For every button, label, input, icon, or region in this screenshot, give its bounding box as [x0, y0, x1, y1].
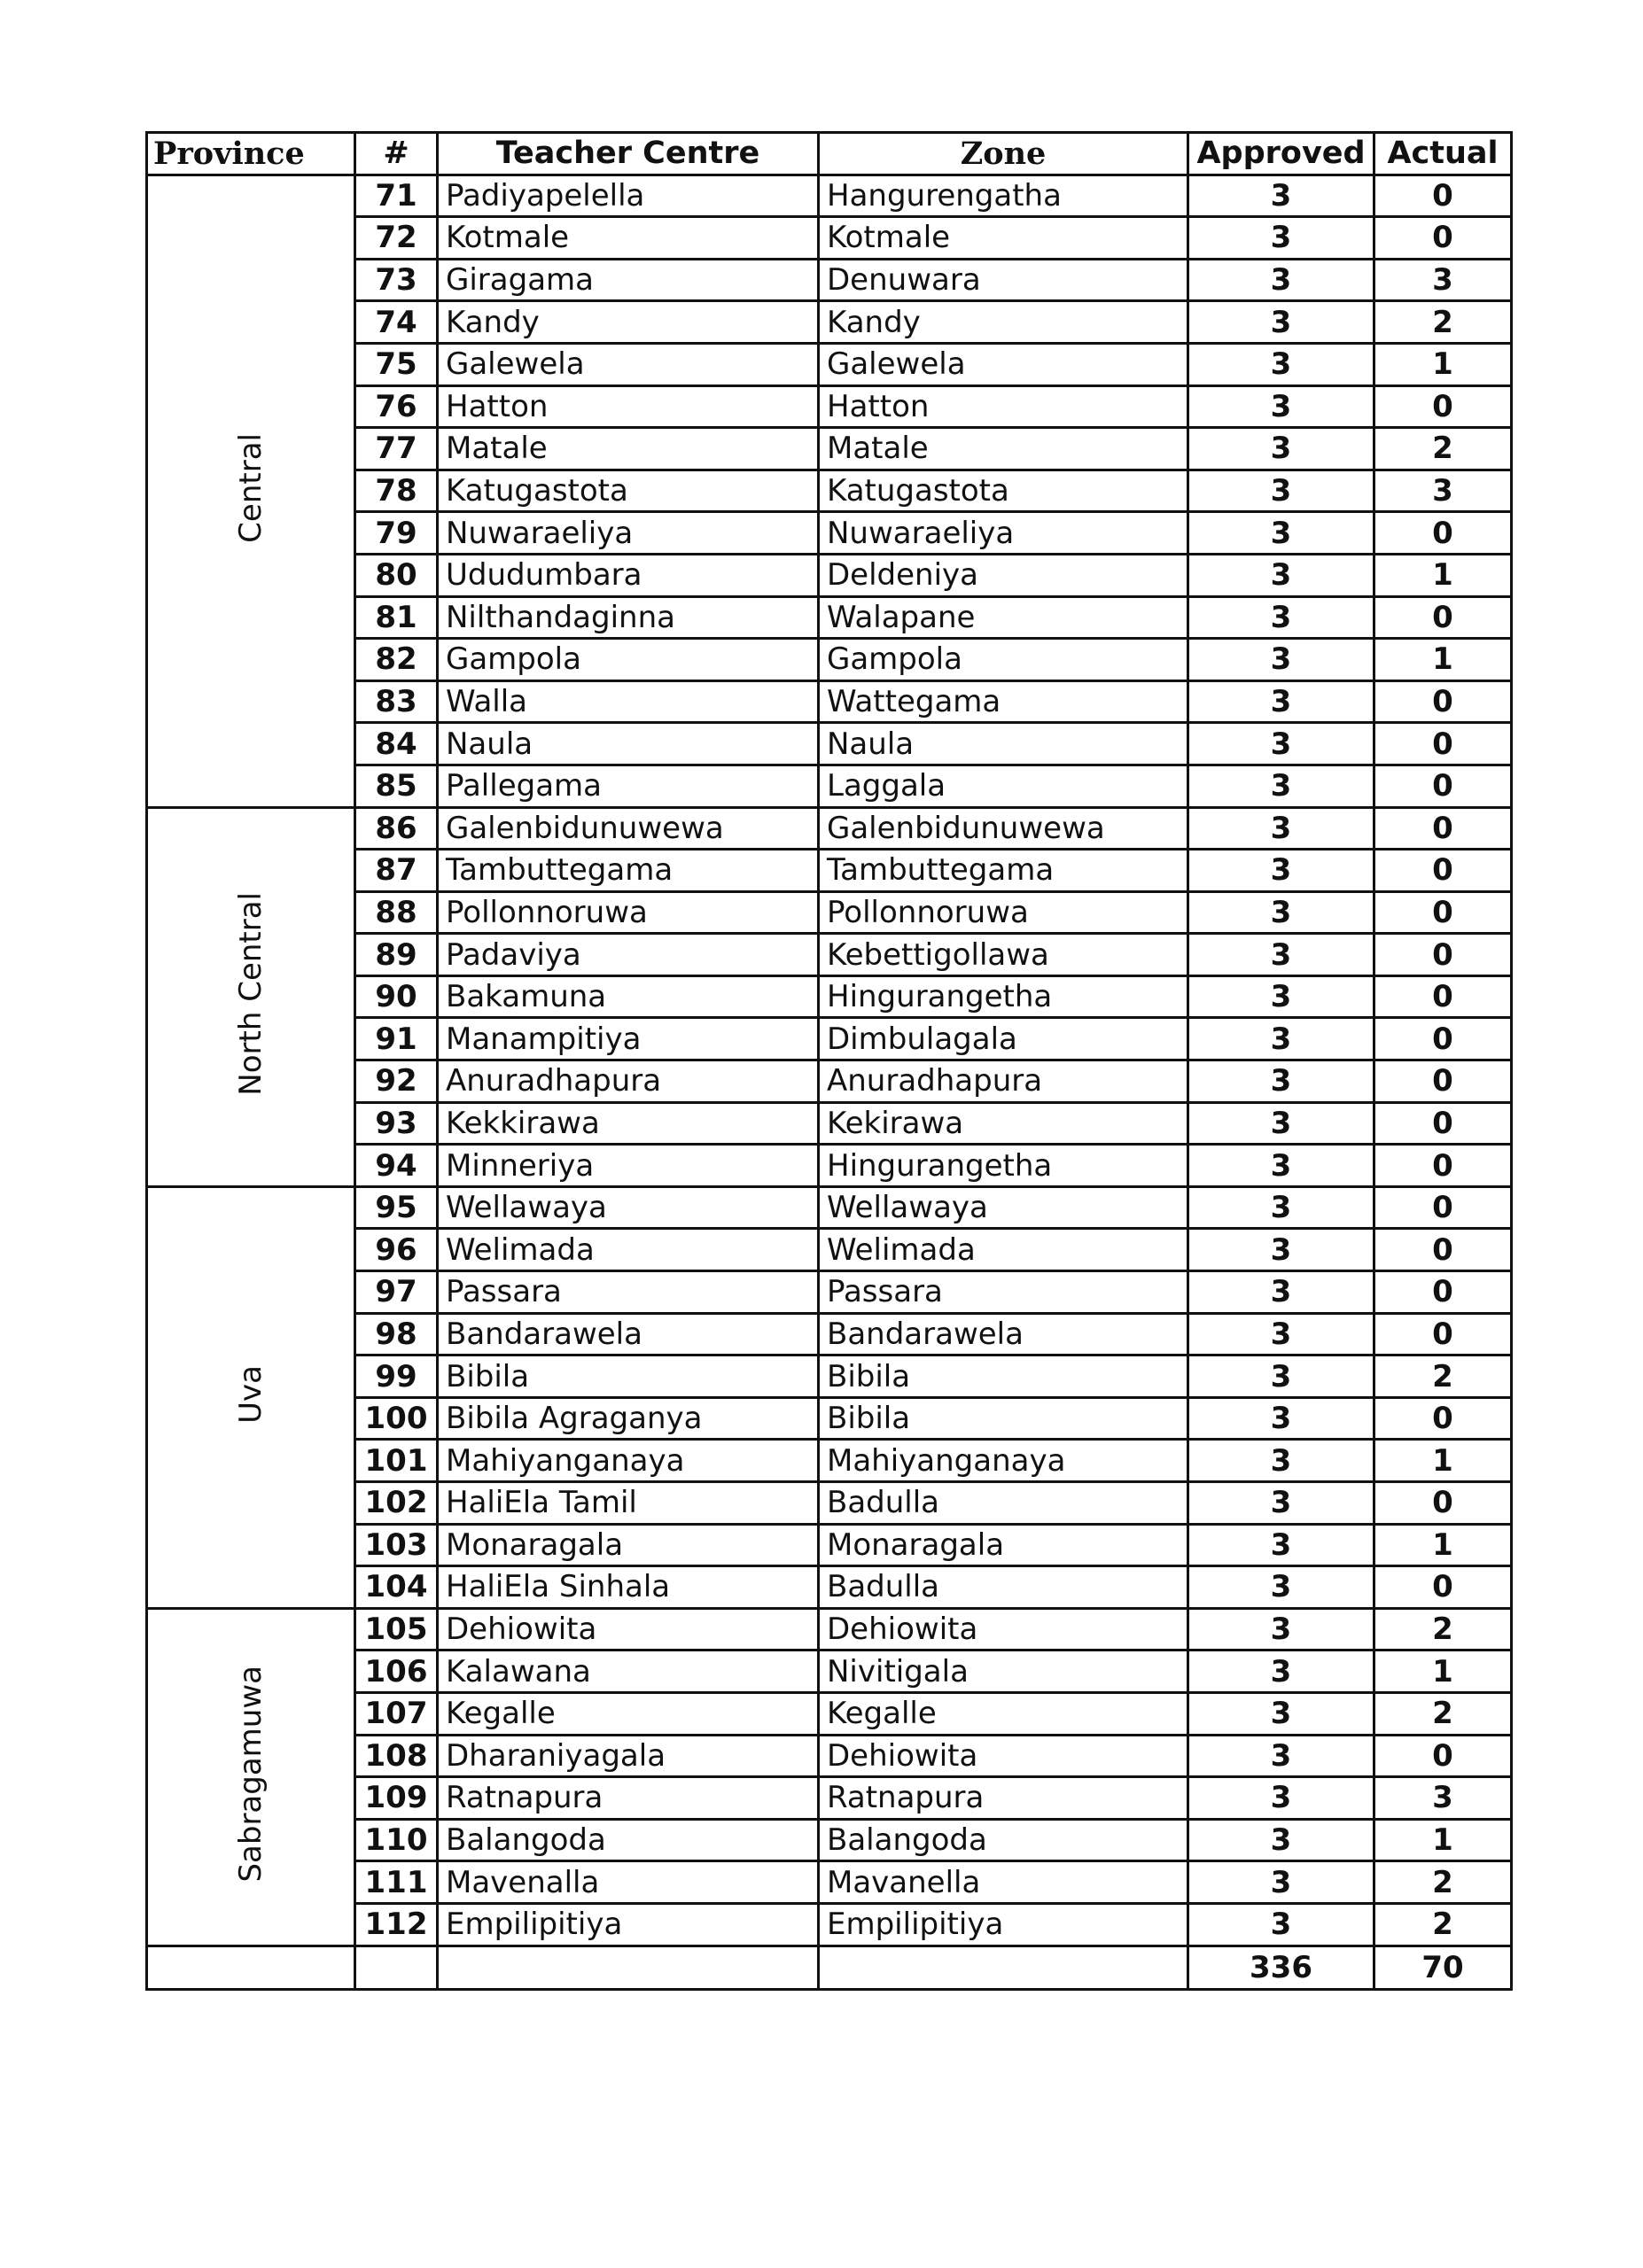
approved-cell: 3	[1188, 680, 1374, 723]
table-row	[147, 1186, 1512, 1229]
actual-cell: 0	[1374, 850, 1512, 892]
approved-cell: 3	[1188, 1271, 1374, 1314]
teacher-centre-cell: Pallegama	[438, 765, 819, 807]
row-number: 107	[355, 1692, 438, 1735]
approved-cell: 3	[1188, 470, 1374, 512]
zone-cell: Kandy	[819, 301, 1188, 344]
teacher-centre-cell: Ududumbara	[438, 554, 819, 596]
actual-cell: 1	[1374, 554, 1512, 596]
actual-cell: 0	[1374, 512, 1512, 555]
zone-cell: Badulla	[819, 1566, 1188, 1609]
row-number: 97	[355, 1271, 438, 1314]
zone-cell: Hangurengatha	[819, 175, 1188, 217]
actual-cell: 0	[1374, 891, 1512, 934]
zone-cell: Hingurangetha	[819, 1145, 1188, 1187]
teacher-centre-cell: Giragama	[438, 259, 819, 301]
approved-cell: 3	[1188, 765, 1374, 807]
row-number: 103	[355, 1524, 438, 1566]
approved-cell: 3	[1188, 301, 1374, 344]
actual-cell: 2	[1374, 1608, 1512, 1651]
zone-cell: Bibila	[819, 1355, 1188, 1398]
actual-cell: 2	[1374, 1861, 1512, 1904]
teacher-centre-cell: Bibila	[438, 1355, 819, 1398]
actual-cell: 0	[1374, 1145, 1512, 1187]
approved-cell: 3	[1188, 807, 1374, 850]
approved-cell: 3	[1188, 1186, 1374, 1229]
approved-cell: 3	[1188, 1524, 1374, 1566]
approved-cell: 3	[1188, 639, 1374, 681]
actual-cell: 0	[1374, 217, 1512, 260]
table-row	[147, 1608, 1512, 1651]
teacher-centre-cell: Manampitiya	[438, 1018, 819, 1060]
approved-total: 336	[1188, 1946, 1374, 1989]
actual-cell: 0	[1374, 1735, 1512, 1777]
zone-cell: Dehiowita	[819, 1735, 1188, 1777]
zone-header: Zone	[819, 133, 1188, 175]
teacher-centre-cell: Katugastota	[438, 470, 819, 512]
row-number: 100	[355, 1397, 438, 1440]
row-number: 109	[355, 1777, 438, 1820]
teacher-centre-cell: Minneriya	[438, 1145, 819, 1187]
zone-cell: Balangoda	[819, 1819, 1188, 1861]
totals-empty-cell	[819, 1946, 1188, 1989]
province-cell	[147, 807, 355, 1186]
approved-cell: 3	[1188, 1861, 1374, 1904]
actual-cell: 0	[1374, 1060, 1512, 1103]
province-header: Province	[147, 133, 355, 175]
zone-cell: Empilipitiya	[819, 1903, 1188, 1946]
teacher-centre-cell: Wellawaya	[438, 1186, 819, 1229]
approved-cell: 3	[1188, 1355, 1374, 1398]
approved-cell: 3	[1188, 343, 1374, 385]
actual-cell: 0	[1374, 596, 1512, 639]
table-body	[147, 175, 1512, 1946]
approved-cell: 3	[1188, 1397, 1374, 1440]
zone-cell: Monaragala	[819, 1524, 1188, 1566]
approved-cell: 3	[1188, 554, 1374, 596]
row-number: 90	[355, 975, 438, 1018]
zone-cell: Hingurangetha	[819, 975, 1188, 1018]
approved-cell: 3	[1188, 1018, 1374, 1060]
approved-cell: 3	[1188, 385, 1374, 428]
approved-cell: 3	[1188, 1566, 1374, 1609]
actual-cell: 0	[1374, 1566, 1512, 1609]
actual-cell: 2	[1374, 1692, 1512, 1735]
zone-cell: Hatton	[819, 385, 1188, 428]
approved-cell: 3	[1188, 596, 1374, 639]
zone-cell: Bibila	[819, 1397, 1188, 1440]
zone-cell: Wellawaya	[819, 1186, 1188, 1229]
zone-cell: Naula	[819, 723, 1188, 765]
row-number: 83	[355, 680, 438, 723]
teacher-centre-cell: Pollonnoruwa	[438, 891, 819, 934]
approved-cell: 3	[1188, 1735, 1374, 1777]
actual-cell: 0	[1374, 975, 1512, 1018]
teacher-centre-cell: Kalawana	[438, 1651, 819, 1693]
zone-cell: Anuradhapura	[819, 1060, 1188, 1103]
teacher-centre-cell: Ratnapura	[438, 1777, 819, 1820]
actual-header: Actual	[1374, 133, 1512, 175]
province-label: Central	[233, 433, 269, 543]
zone-cell: Bandarawela	[819, 1313, 1188, 1355]
row-number: 93	[355, 1102, 438, 1145]
approved-cell: 3	[1188, 850, 1374, 892]
teacher-centre-cell: Nuwaraeliya	[438, 512, 819, 555]
province-label: North Central	[233, 892, 269, 1097]
row-number: 72	[355, 217, 438, 260]
row-number: 82	[355, 639, 438, 681]
approved-cell: 3	[1188, 1692, 1374, 1735]
teacher-centre-cell: Galewela	[438, 343, 819, 385]
row-number: 85	[355, 765, 438, 807]
row-number: 79	[355, 512, 438, 555]
actual-cell: 0	[1374, 765, 1512, 807]
zone-cell: Welimada	[819, 1229, 1188, 1271]
teacher-centre-cell: Matale	[438, 428, 819, 470]
zone-cell: Wattegama	[819, 680, 1188, 723]
actual-cell: 1	[1374, 1440, 1512, 1482]
row-number: 111	[355, 1861, 438, 1904]
zone-cell: Kegalle	[819, 1692, 1188, 1735]
teacher-centre-cell: Dehiowita	[438, 1608, 819, 1651]
zone-cell: Galewela	[819, 343, 1188, 385]
teacher-centre-cell: Mavenalla	[438, 1861, 819, 1904]
zone-cell: Dimbulagala	[819, 1018, 1188, 1060]
actual-total: 70	[1374, 1946, 1512, 1989]
zone-cell: Matale	[819, 428, 1188, 470]
actual-cell: 1	[1374, 1819, 1512, 1861]
teacher-centre-cell: Empilipitiya	[438, 1903, 819, 1946]
teacher-centre-cell: Nilthandaginna	[438, 596, 819, 639]
teacher-centre-cell: Padaviya	[438, 934, 819, 976]
teacher-centre-cell: Monaragala	[438, 1524, 819, 1566]
actual-cell: 2	[1374, 1903, 1512, 1946]
approved-cell: 3	[1188, 1903, 1374, 1946]
actual-cell: 3	[1374, 470, 1512, 512]
row-number: 88	[355, 891, 438, 934]
row-number: 78	[355, 470, 438, 512]
actual-cell: 1	[1374, 1524, 1512, 1566]
zone-cell: Tambuttegama	[819, 850, 1188, 892]
row-number: 98	[355, 1313, 438, 1355]
teacher-centre-cell: Naula	[438, 723, 819, 765]
actual-cell: 0	[1374, 385, 1512, 428]
zone-cell: Kekirawa	[819, 1102, 1188, 1145]
actual-cell: 0	[1374, 1018, 1512, 1060]
row-number: 73	[355, 259, 438, 301]
approved-cell: 3	[1188, 175, 1374, 217]
row-number: 104	[355, 1566, 438, 1609]
row-number: 94	[355, 1145, 438, 1187]
teacher-centre-cell: Walla	[438, 680, 819, 723]
actual-cell: 3	[1374, 259, 1512, 301]
approved-cell: 3	[1188, 723, 1374, 765]
teacher-centre-cell: Mahiyanganaya	[438, 1440, 819, 1482]
zone-cell: Nivitigala	[819, 1651, 1188, 1693]
row-number: 84	[355, 723, 438, 765]
actual-cell: 1	[1374, 639, 1512, 681]
teacher-centre-cell: Dharaniyagala	[438, 1735, 819, 1777]
row-number: 74	[355, 301, 438, 344]
actual-cell: 0	[1374, 723, 1512, 765]
actual-cell: 0	[1374, 1271, 1512, 1314]
actual-cell: 1	[1374, 1651, 1512, 1693]
actual-cell: 0	[1374, 1397, 1512, 1440]
row-number: 96	[355, 1229, 438, 1271]
approved-cell: 3	[1188, 512, 1374, 555]
actual-cell: 0	[1374, 934, 1512, 976]
teacher-centre-cell: Kegalle	[438, 1692, 819, 1735]
actual-cell: 1	[1374, 343, 1512, 385]
approved-cell: 3	[1188, 1651, 1374, 1693]
teacher-centre-cell: Bandarawela	[438, 1313, 819, 1355]
teacher-centre-cell: HaliEla Tamil	[438, 1482, 819, 1525]
zone-cell: Dehiowita	[819, 1608, 1188, 1651]
approved-header: Approved	[1188, 133, 1374, 175]
approved-cell: 3	[1188, 934, 1374, 976]
teacher-centre-cell: Galenbidunuwewa	[438, 807, 819, 850]
approved-cell: 3	[1188, 1819, 1374, 1861]
teacher-centre-cell: Padiyapelella	[438, 175, 819, 217]
row-number: 110	[355, 1819, 438, 1861]
teacher-centre-cell: Tambuttegama	[438, 850, 819, 892]
row-number: 108	[355, 1735, 438, 1777]
teacher-centre-cell: Bibila Agraganya	[438, 1397, 819, 1440]
teacher-centre-header: Teacher Centre	[438, 133, 819, 175]
zone-cell: Passara	[819, 1271, 1188, 1314]
teacher-centre-cell: Bakamuna	[438, 975, 819, 1018]
approved-cell: 3	[1188, 1102, 1374, 1145]
actual-cell: 0	[1374, 175, 1512, 217]
zone-cell: Katugastota	[819, 470, 1188, 512]
table-row	[147, 807, 1512, 850]
teacher-centre-cell: Balangoda	[438, 1819, 819, 1861]
row-number: 89	[355, 934, 438, 976]
approved-cell: 3	[1188, 428, 1374, 470]
row-number: 106	[355, 1651, 438, 1693]
approved-cell: 3	[1188, 217, 1374, 260]
province-cell	[147, 1608, 355, 1946]
row-number: 80	[355, 554, 438, 596]
teacher-centre-cell: Hatton	[438, 385, 819, 428]
approved-cell: 3	[1188, 1777, 1374, 1820]
totals-empty-cell	[355, 1946, 438, 1989]
row-number: 81	[355, 596, 438, 639]
actual-cell: 0	[1374, 680, 1512, 723]
approved-cell: 3	[1188, 259, 1374, 301]
zone-cell: Mavanella	[819, 1861, 1188, 1904]
teacher-centre-table	[145, 131, 1513, 1991]
row-number: 86	[355, 807, 438, 850]
teacher-centre-cell: Kandy	[438, 301, 819, 344]
actual-cell: 0	[1374, 1482, 1512, 1525]
teacher-centre-document	[145, 131, 1510, 1991]
zone-cell: Denuwara	[819, 259, 1188, 301]
actual-cell: 3	[1374, 1777, 1512, 1820]
row-number: 101	[355, 1440, 438, 1482]
actual-cell: 0	[1374, 1102, 1512, 1145]
totals-empty-cell	[147, 1946, 355, 1989]
zone-cell: Kotmale	[819, 217, 1188, 260]
approved-cell: 3	[1188, 1440, 1374, 1482]
teacher-centre-cell: HaliEla Sinhala	[438, 1566, 819, 1609]
zone-cell: Deldeniya	[819, 554, 1188, 596]
approved-cell: 3	[1188, 1608, 1374, 1651]
header-row	[147, 133, 1512, 175]
province-cell	[147, 1186, 355, 1608]
teacher-centre-cell: Welimada	[438, 1229, 819, 1271]
row-number: 91	[355, 1018, 438, 1060]
approved-cell: 3	[1188, 891, 1374, 934]
actual-cell: 0	[1374, 1229, 1512, 1271]
zone-cell: Ratnapura	[819, 1777, 1188, 1820]
zone-cell: Nuwaraeliya	[819, 512, 1188, 555]
approved-cell: 3	[1188, 1060, 1374, 1103]
zone-cell: Pollonnoruwa	[819, 891, 1188, 934]
number-header: #	[355, 133, 438, 175]
zone-cell: Badulla	[819, 1482, 1188, 1525]
approved-cell: 3	[1188, 1145, 1374, 1187]
row-number: 105	[355, 1608, 438, 1651]
teacher-centre-cell: Passara	[438, 1271, 819, 1314]
approved-cell: 3	[1188, 1482, 1374, 1525]
row-number: 77	[355, 428, 438, 470]
table-row	[147, 175, 1512, 217]
actual-cell: 2	[1374, 1355, 1512, 1398]
actual-cell: 2	[1374, 428, 1512, 470]
approved-cell: 3	[1188, 1229, 1374, 1271]
totals-row	[147, 1946, 1512, 1989]
row-number: 102	[355, 1482, 438, 1525]
approved-cell: 3	[1188, 1313, 1374, 1355]
row-number: 75	[355, 343, 438, 385]
zone-cell: Gampola	[819, 639, 1188, 681]
zone-cell: Galenbidunuwewa	[819, 807, 1188, 850]
actual-cell: 0	[1374, 1313, 1512, 1355]
province-label: Uva	[233, 1365, 269, 1425]
row-number: 95	[355, 1186, 438, 1229]
row-number: 71	[355, 175, 438, 217]
zone-cell: Kebettigollawa	[819, 934, 1188, 976]
zone-cell: Mahiyanganaya	[819, 1440, 1188, 1482]
actual-cell: 2	[1374, 301, 1512, 344]
province-cell	[147, 175, 355, 807]
row-number: 87	[355, 850, 438, 892]
zone-cell: Walapane	[819, 596, 1188, 639]
row-number: 76	[355, 385, 438, 428]
approved-cell: 3	[1188, 975, 1374, 1018]
teacher-centre-cell: Kotmale	[438, 217, 819, 260]
province-label: Sabragamuwa	[233, 1666, 269, 1883]
row-number: 112	[355, 1903, 438, 1946]
teacher-centre-cell: Anuradhapura	[438, 1060, 819, 1103]
teacher-centre-cell: Kekkirawa	[438, 1102, 819, 1145]
actual-cell: 0	[1374, 1186, 1512, 1229]
zone-cell: Laggala	[819, 765, 1188, 807]
teacher-centre-cell: Gampola	[438, 639, 819, 681]
totals-empty-cell	[438, 1946, 819, 1989]
row-number: 92	[355, 1060, 438, 1103]
row-number: 99	[355, 1355, 438, 1398]
actual-cell: 0	[1374, 807, 1512, 850]
